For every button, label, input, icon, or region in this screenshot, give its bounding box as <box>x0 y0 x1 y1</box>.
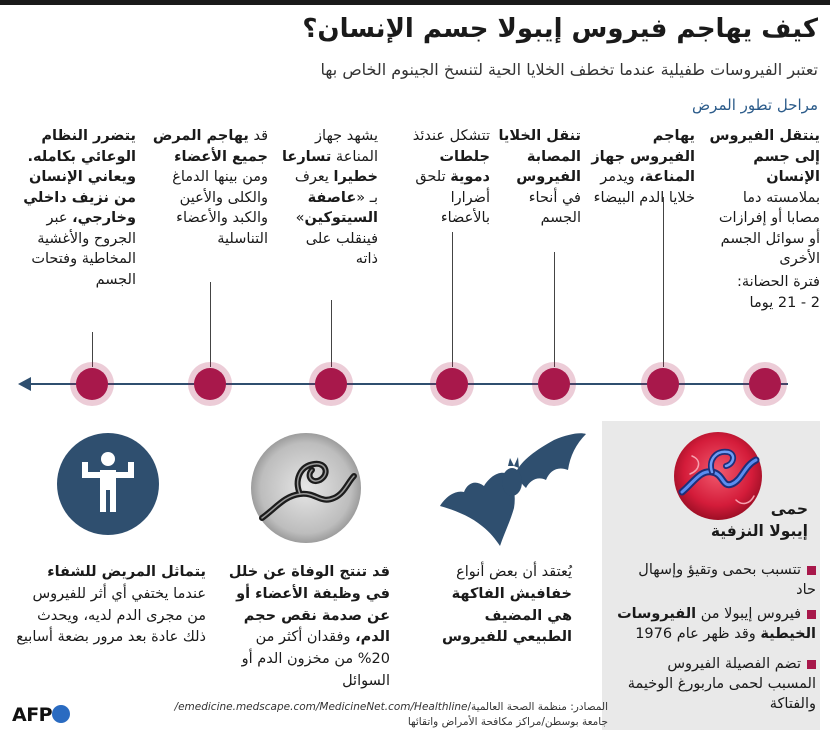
timeline-arrow-icon <box>18 377 31 391</box>
connector-7 <box>92 332 93 367</box>
bat-icon <box>430 430 590 548</box>
stage-4-text: تلحق أضرارا بالأعضاء <box>415 169 490 227</box>
timeline-dot-2 <box>647 368 679 400</box>
page-title: كيف يهاجم فيروس إيبولا جسم الإنسان؟ <box>302 14 818 44</box>
info-bullet-2-term: الفيروسات الخيطية <box>617 606 816 642</box>
info-bullet-2-lead: فيروس إيبولا من <box>696 606 801 622</box>
stage-5-term: عاصفة السيتوكين <box>304 189 378 227</box>
sources-sites: emedicine.medscape.com/MedicineNet.com/Healthline/ <box>174 701 468 713</box>
connector-5 <box>331 300 332 367</box>
stage-6-title: يهاجم المرض جميع الأعضاء <box>152 128 268 165</box>
stage-2 <box>587 126 695 208</box>
recovered-person-icon <box>56 432 160 536</box>
stage-5-title: تسارعا خطيرا <box>281 148 378 186</box>
info-bullet-3-text: تضم الفصيلة الفيروس المسبب لحمى ماربورغ الوخيمة والفتاكة <box>627 656 816 712</box>
connector-4 <box>452 232 453 367</box>
bat-caption <box>424 562 572 649</box>
info-bullet-2 <box>616 604 816 644</box>
connector-3 <box>554 252 555 367</box>
stage-7 <box>14 126 136 291</box>
stage-1-text: بملامسته دما مصابا أو إفرازات أو سوائل الجسم الأخرى <box>718 189 820 268</box>
stage-4-title: جلطات دموية <box>439 148 490 186</box>
stage-3-text: في أنحاء الجسم <box>528 189 581 227</box>
timeline-dot-7 <box>76 368 108 400</box>
info-bullet-2-text: وقد ظهر عام 1976 <box>635 626 761 642</box>
top-rule <box>0 0 830 5</box>
bullet-square-icon <box>807 660 816 669</box>
stage-4 <box>398 126 490 229</box>
timeline-dot-1 <box>749 368 781 400</box>
stage-5-text: يعرف بـ « <box>294 169 378 206</box>
sources-line2: جامعة بوسطن/مراكز مكافحة الأمراض واتقائها <box>407 716 608 729</box>
stage-6-lead: قد <box>248 128 268 144</box>
stage-2-text: ويدمر خلايا الدم البيضاء <box>593 169 695 206</box>
bullet-square-icon <box>807 610 816 619</box>
bat-caption-bold: خفافيش الفاكهة هي المضيف الطبيعي للفيروس <box>441 585 572 646</box>
incubation-value: 2 - 21 يوما <box>749 294 820 311</box>
stage-7-title: يتضرر النظام الوعائي بكامله. ويعاني الإنسان من نزيف داخلي وخارجي، <box>23 128 136 227</box>
sources-label: المصادر: منظمة الصحة العالمية/ <box>467 701 608 713</box>
ebola-micrograph-icon <box>250 432 362 544</box>
info-bullet-1 <box>616 560 816 600</box>
bullet-square-icon <box>807 566 816 575</box>
recovery-caption-text: عندما يختفي أي أثر للفيروس من مجرى الدم لديه، ويحدث ذلك عادة بعد مرور بضعة أسابيع <box>16 585 206 646</box>
stage-3-title: تنقل الخلايا المصابة الفيروس <box>498 128 581 186</box>
stage-1-title: ينتقل الفيروس إلى جسم الإنسان <box>709 128 820 186</box>
incubation-label: فترة الحضانة: <box>736 274 820 291</box>
stage-2-title: يهاجم الفيروس جهاز المناعة، <box>591 128 695 186</box>
death-caption <box>222 562 390 693</box>
stage-6-text: ومن بينها الدماغ والكلى والأعين والكبد والأعضاء التناسلية <box>172 169 268 247</box>
death-caption-text: وفقدان أكثر من 20% من مخزون الدم أو السوائل <box>241 629 390 689</box>
stage-6 <box>150 126 268 249</box>
stage-1 <box>708 126 820 313</box>
stage-3 <box>497 126 581 229</box>
info-bullet-1-text: تتسبب بحمى وتقيؤ وإسهال حاد <box>638 562 816 598</box>
info-box-title-line2: إيبولا النزفية <box>710 522 808 541</box>
page-subtitle: تعتبر الفيروسات طفيلية عندما تخطف الخلايا الحية لتنسخ الجينوم الخاص بها <box>320 60 818 79</box>
stage-7-text: عبر الجروح والأغشية المخاطية وفتحات الجسم <box>31 210 136 289</box>
section-label: مراحل تطور المرض <box>692 96 818 114</box>
stage-5 <box>282 126 378 270</box>
stage-4-lead: تتشكل عندئذ <box>412 128 490 144</box>
connector-6 <box>210 282 211 367</box>
sources <box>175 700 608 730</box>
afp-logo: AFP <box>12 704 53 726</box>
stage-5-tail: » فينقلب على ذاته <box>295 210 378 268</box>
recovery-caption <box>14 562 206 649</box>
info-box-title-line1: حمى <box>770 500 808 518</box>
timeline-dot-5 <box>315 368 347 400</box>
connector-2 <box>663 197 664 367</box>
info-bullet-3 <box>616 654 816 714</box>
bat-caption-lead: يُعتقد أن بعض أنواع <box>456 564 572 580</box>
death-caption-bold: قد تنتج الوفاة عن خلل في وظيفة الأعضاء أو عن صدمة نقص حجم الدم، <box>228 564 390 646</box>
timeline-dot-6 <box>194 368 226 400</box>
stage-5-lead: يشهد جهاز المناعة <box>315 128 378 165</box>
timeline-dot-4 <box>436 368 468 400</box>
timeline-dot-3 <box>538 368 570 400</box>
afp-logo-dot-icon <box>52 705 70 723</box>
recovery-caption-bold: يتماثل المريض للشفاء <box>47 564 206 580</box>
info-box-title <box>608 498 808 543</box>
